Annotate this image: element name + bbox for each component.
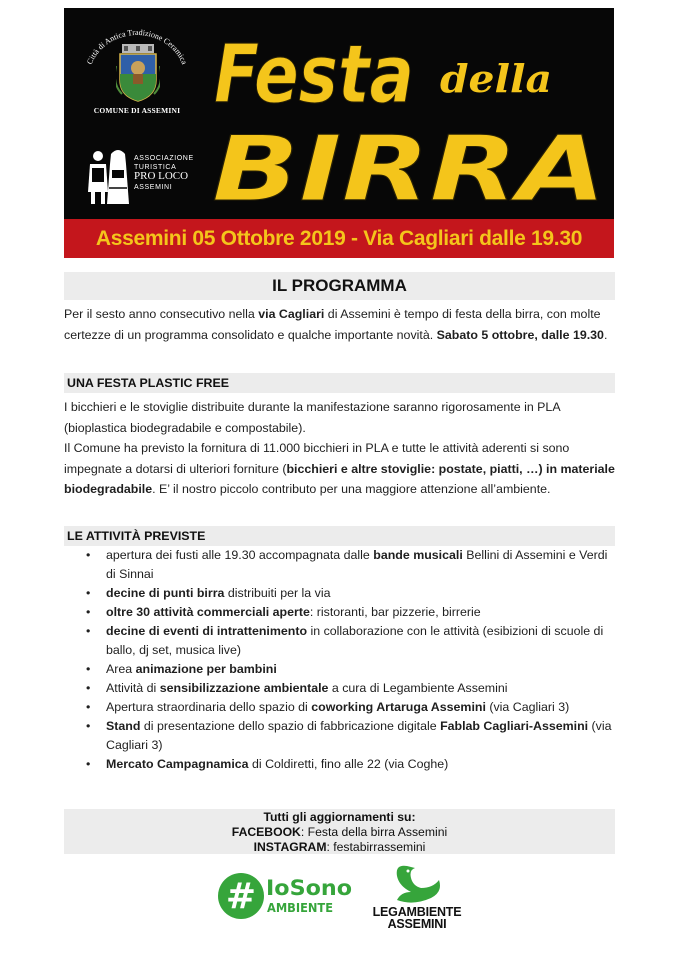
updates-box	[64, 809, 615, 854]
list-item: • decine di eventi di intrattenimento in collaborazione con le attività (esibizioni di scuole di ballo, dj set, musica live)	[86, 624, 604, 657]
iosono-ambiente-logo	[216, 871, 358, 921]
crest-caption: COMUNE DI ASSEMINI	[93, 106, 181, 115]
list-item: • decine di punti birra distribuiti per la via	[86, 586, 331, 600]
p2-bold: bicchieri e altre stoviglie: postate, piatti, …) in materiale biodegradabile	[64, 461, 615, 496]
proloco-logo	[86, 148, 206, 210]
instagram-label: INSTAGRAM	[253, 840, 327, 854]
instagram-handle: : festabirrassemini	[326, 840, 426, 854]
festa-della-birra-title	[204, 28, 614, 218]
proloco-line-4: ASSEMINI	[134, 184, 173, 191]
intro-text-3: .	[603, 327, 608, 342]
attivita-list	[64, 546, 615, 774]
legambiente-swan-icon	[367, 862, 467, 906]
title-birra: BIRRA	[212, 117, 606, 218]
event-banner	[64, 8, 614, 258]
intro-bold-via: via Cagliari	[258, 307, 325, 321]
attivita-heading: LE ATTIVITÀ PREVISTE	[64, 526, 615, 546]
coat-of-arms-icon	[116, 44, 160, 102]
legambiente-logo	[367, 862, 467, 938]
legambiente-name: LEGAMBIENTE	[372, 905, 462, 919]
plastic-free-paragraph-1: I bicchieri e le stoviglie distribuite durante la manifestazione saranno rigorosamente in PLA (bioplastica biodegradabile e compostabile).	[64, 400, 560, 435]
proloco-line-3: PRO LOCO	[134, 170, 189, 182]
facebook-label: FACEBOOK	[231, 825, 301, 839]
p2-text-c: . E’ il nostro piccolo contributo per una maggiore attenzione all’ambiente.	[152, 482, 551, 496]
facebook-page: : Festa della birra Assemini	[300, 825, 448, 839]
updates-heading: Tutti gli aggiornamenti su:	[263, 810, 416, 824]
plastic-free-paragraph-2	[64, 438, 615, 500]
list-item: • Apertura straordinaria dello spazio di coworking Artaruga Assemini (via Cagliari 3)	[86, 700, 570, 714]
facebook-line	[64, 825, 615, 840]
proloco-line-2: TURISTICA	[134, 164, 177, 171]
ambiente-text: AMBIENTE	[267, 901, 333, 915]
list-item: • apertura dei fusti alle 19.30 accompagnata dalle bande musicali Bellini di Assemini e Verdi di Sinnai	[86, 548, 608, 581]
list-item: • Attività di sensibilizzazione ambientale a cura di Legambiente Assemini	[86, 681, 508, 695]
intro-bold-date: Sabato 5 ottobre, dalle 19.30	[436, 327, 604, 342]
programma-heading: IL PROGRAMMA	[64, 272, 615, 300]
title-della: della	[440, 56, 552, 101]
list-item: • oltre 30 attività commerciali aperte: ristoranti, bar pizzerie, birrerie	[86, 605, 481, 619]
list-item: • Mercato Campagnamica di Coldiretti, fino alle 22 (via Coghe)	[86, 757, 449, 771]
iosono-text: IoSono	[266, 876, 352, 900]
programma-intro	[64, 304, 615, 345]
plastic-free-heading: UNA FESTA PLASTIC FREE	[64, 373, 615, 393]
svg-text:Città di Antica Tradizione Cer: Città di Antica Tradizione Ceramica	[85, 27, 189, 66]
title-festa: Festa	[214, 28, 414, 121]
traditional-couple-icon	[86, 148, 130, 206]
p2-text-a: Il Comune ha previsto la fornitura di 11.000 bicchieri in PLA e tutte le attività aderenti si sono impegnate a dotarsi di ulteriori forniture (	[64, 441, 570, 476]
list-item: • Stand di presentazione dello spazio di fabbricazione digitale Fablab Cagliari-Assemini (via Cagliari 3)	[86, 719, 612, 752]
intro-text-1: Per il sesto anno consecutivo nella	[64, 307, 259, 321]
date-location-band: Assemini 05 Ottobre 2019 - Via Cagliari dalle 19.30	[64, 219, 614, 258]
legambiente-city: ASSEMINI	[387, 917, 447, 931]
list-item: • Area animazione per bambini	[86, 662, 277, 676]
comune-crest	[82, 18, 192, 123]
intro-text-2: di Assemini è tempo di festa della birra, con molte certezze di un programma consolidato e qualche importante novità.	[64, 307, 601, 342]
instagram-line	[64, 840, 615, 855]
hashtag-icon: #	[225, 876, 257, 917]
proloco-line-1: ASSOCIAZIONE	[134, 155, 194, 162]
